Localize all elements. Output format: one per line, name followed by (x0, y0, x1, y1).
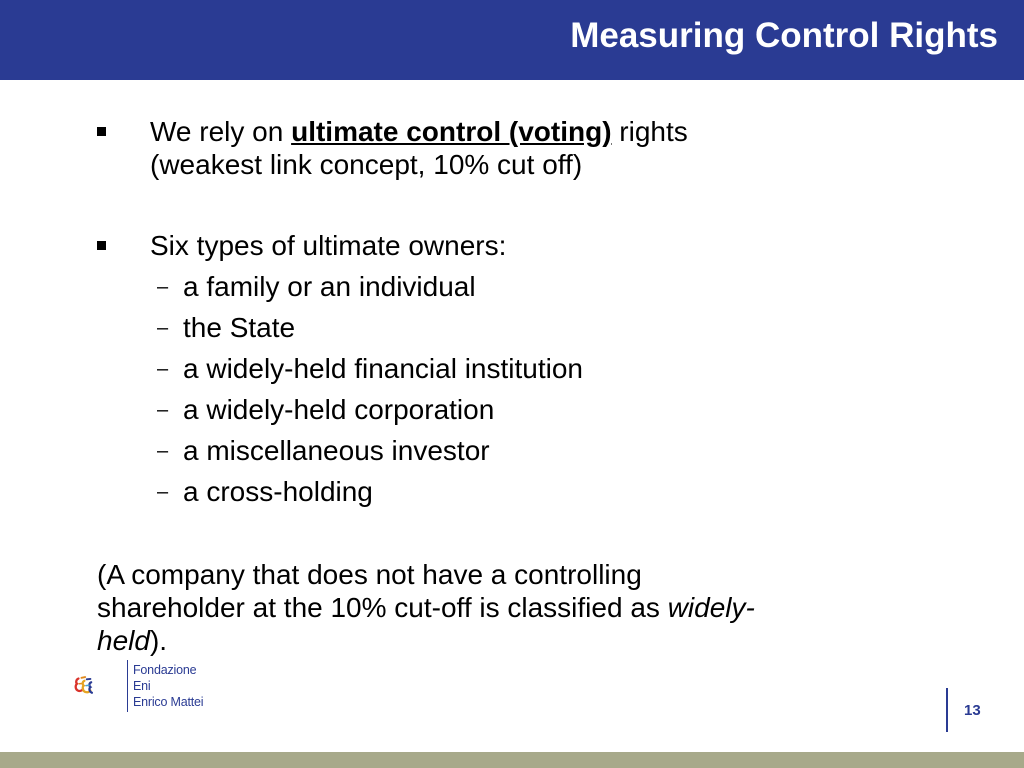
dash-icon: – (157, 481, 169, 503)
sub-item (157, 311, 295, 345)
dash-icon: – (157, 399, 169, 421)
sub-item (157, 393, 494, 427)
bullet-1-line-2: (weakest link concept, 10% cut off) (150, 149, 583, 180)
sub-item (157, 270, 476, 304)
sub-item-label: a family or an individual (183, 271, 476, 302)
bullet-1-text-after: rights (611, 116, 688, 147)
logo-text: Fondazione (133, 663, 197, 677)
logo-text: Eni (133, 679, 151, 693)
sub-item-label: a widely-held corporation (183, 394, 495, 425)
note-italic: held (97, 625, 150, 656)
footer-bar (0, 752, 1024, 768)
note-line-3 (97, 624, 167, 657)
header-bar (0, 0, 1024, 80)
sub-item-label: a cross-holding (183, 476, 373, 507)
note-line-2 (97, 591, 755, 624)
note-text: ). (149, 625, 168, 656)
feem-logo-icon (74, 658, 130, 714)
bullet-1-text-before: We rely on (150, 116, 292, 147)
bullet-2-text: Six types of ultimate owners: (150, 230, 507, 261)
sub-item-label: the State (183, 312, 296, 343)
note-text: shareholder at the 10% cut-off is classified as (97, 592, 668, 623)
square-bullet-icon (97, 241, 106, 250)
sub-item (157, 434, 490, 468)
note-italic: widely- (667, 592, 755, 623)
page-number: 13 (964, 702, 981, 719)
dash-icon: – (157, 276, 169, 298)
dash-icon: – (157, 358, 169, 380)
sub-item (157, 475, 373, 509)
logo-divider (127, 660, 128, 712)
bullet-1-emphasis: ultimate control (voting) (291, 116, 612, 147)
note-line-1: (A company that does not have a controlling (97, 559, 642, 590)
bullet-1-line-1 (150, 115, 688, 148)
slide-title: Measuring Control Rights (570, 16, 998, 55)
square-bullet-icon (97, 127, 106, 136)
dash-icon: – (157, 317, 169, 339)
sub-item-label: a miscellaneous investor (183, 435, 490, 466)
dash-icon: – (157, 440, 169, 462)
page-number-divider (946, 688, 948, 732)
logo-text: Enrico Mattei (133, 695, 204, 709)
sub-item-label: a widely-held financial institution (183, 353, 583, 384)
sub-item (157, 352, 583, 386)
